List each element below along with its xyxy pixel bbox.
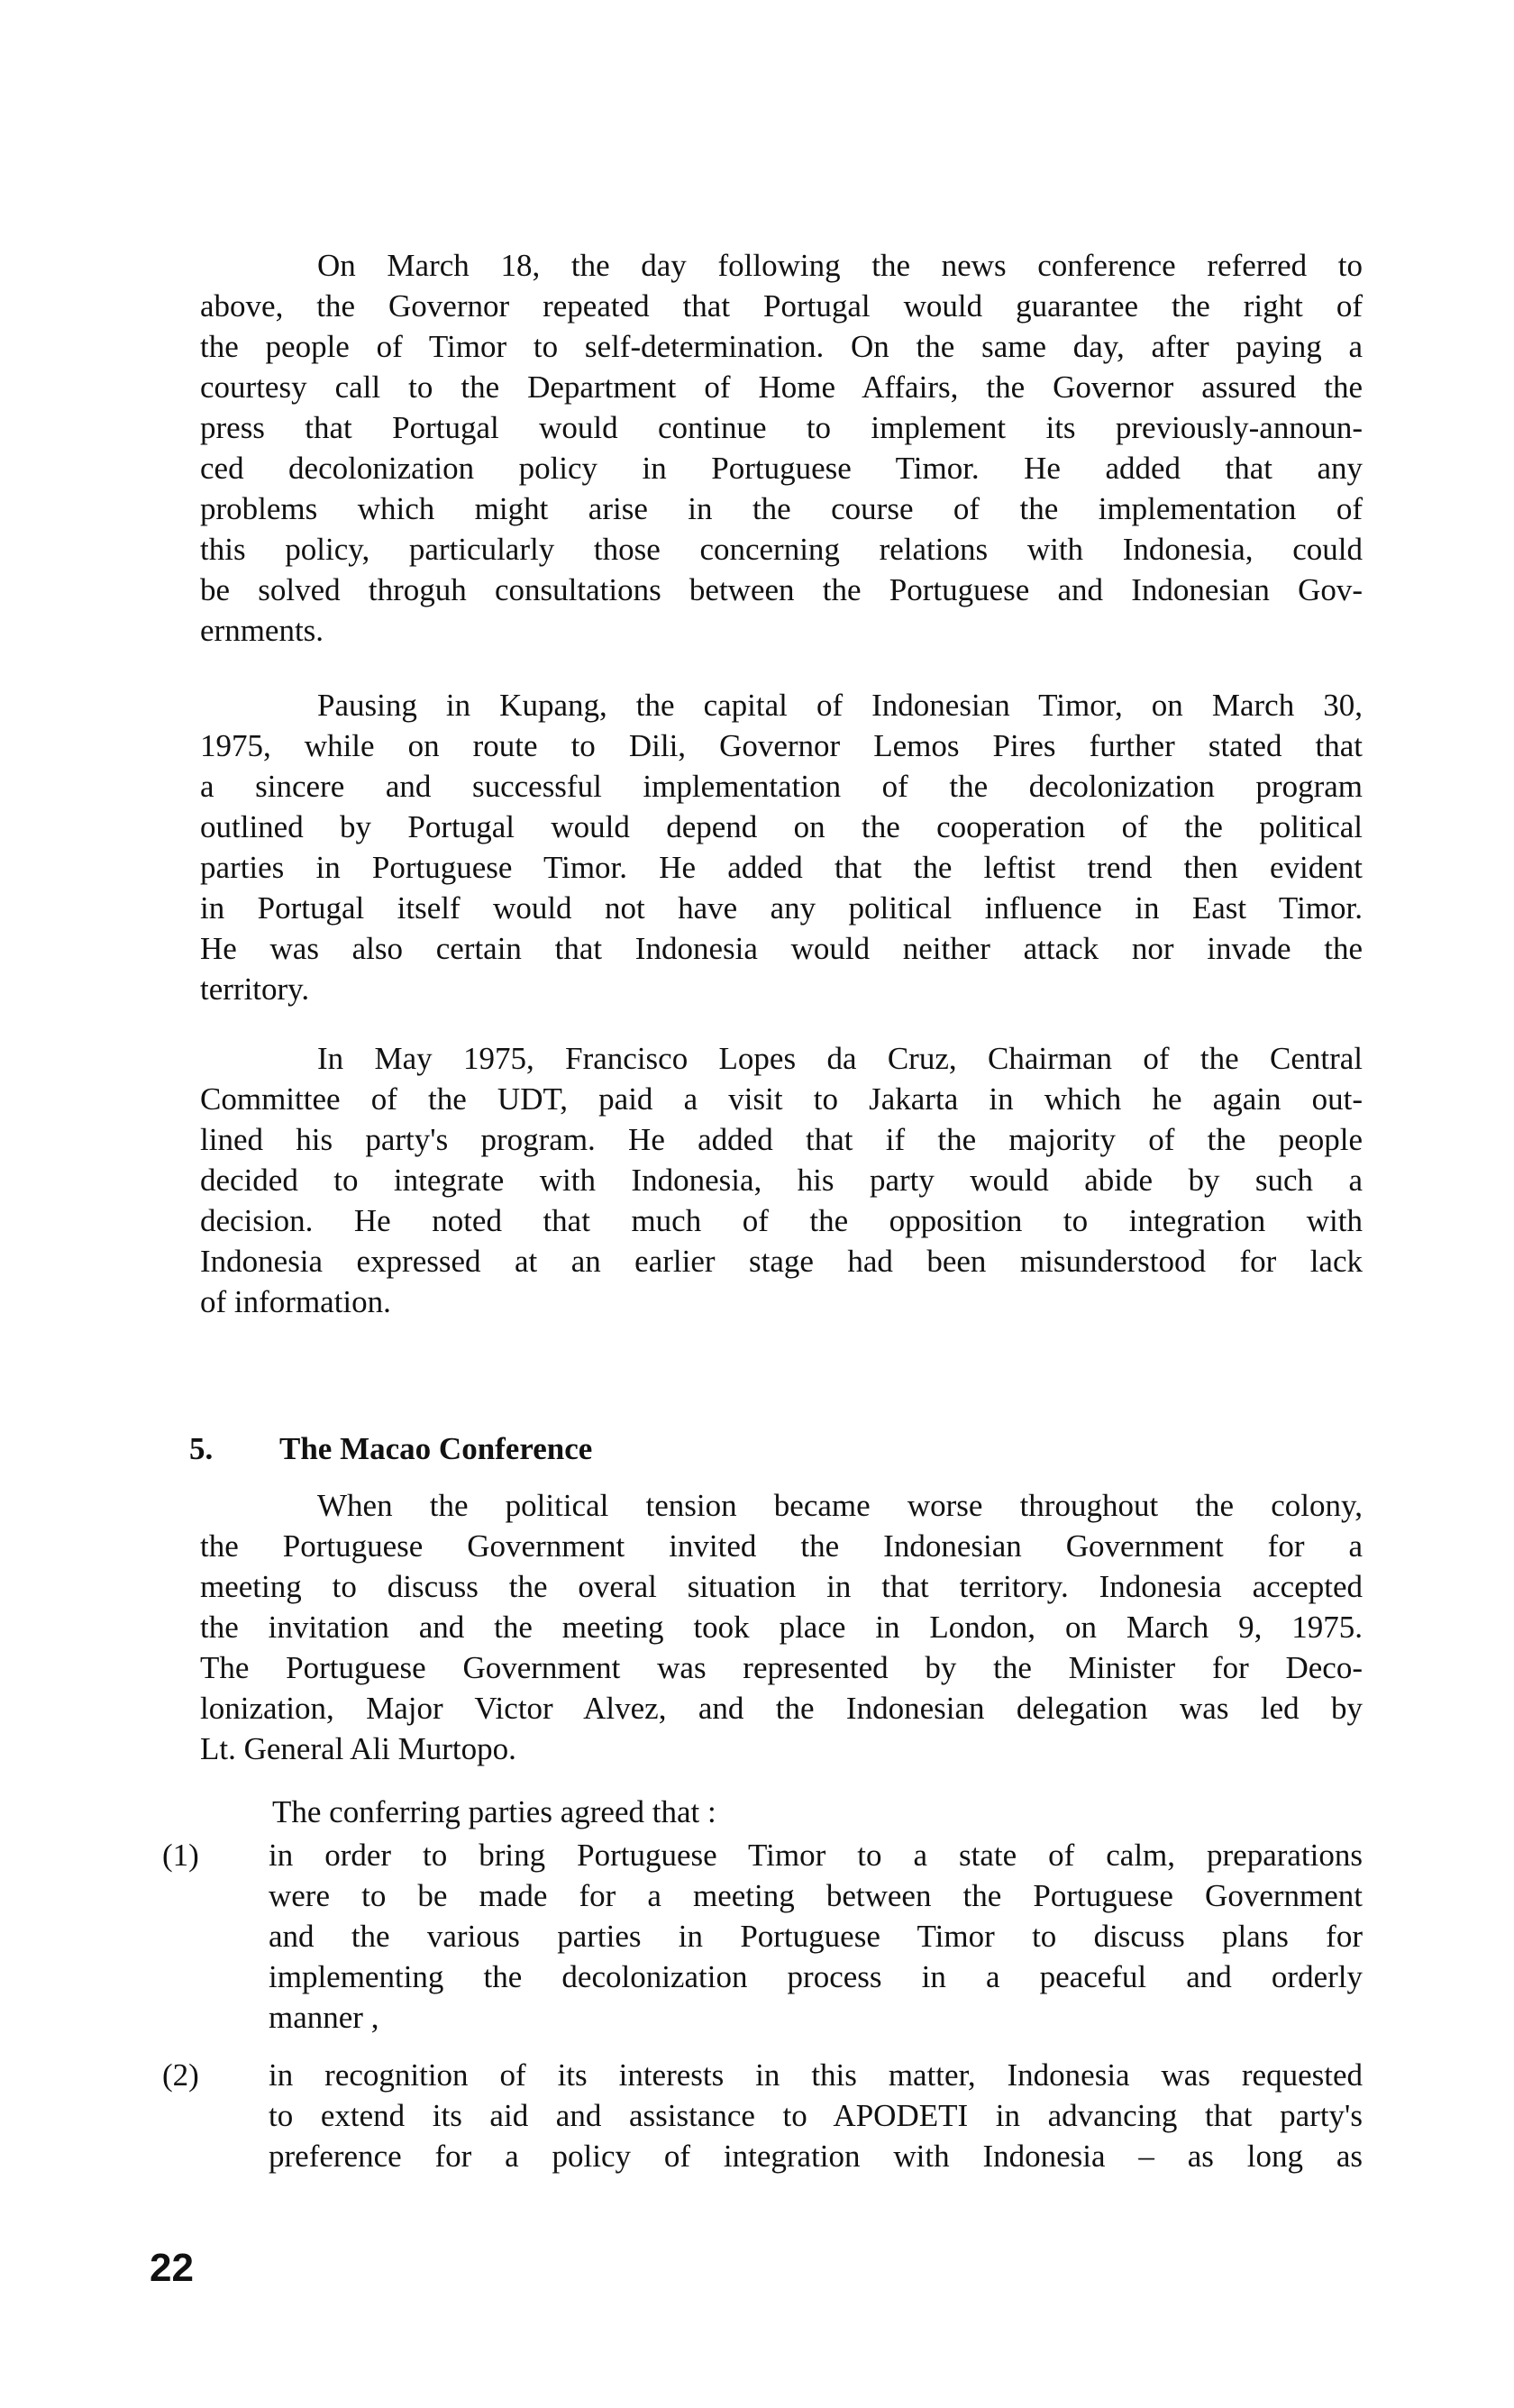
text-line: He was also certain that Indonesia would neither attack nor invade the bbox=[200, 931, 1363, 966]
text-line: in order to bring Portuguese Timor to a state of calm, preparations bbox=[269, 1838, 1363, 1873]
text-line: above, the Governor repeated that Portugal would guarantee the right of bbox=[200, 288, 1363, 324]
text-line: were to be made for a meeting between the Portuguese Government bbox=[269, 1878, 1363, 1913]
text-line: parties in Portuguese Timor. He added that the leftist trend then evident bbox=[200, 850, 1363, 885]
text-line: and the various parties in Portuguese Timor to discuss plans for bbox=[269, 1919, 1363, 1954]
paragraph-kupang bbox=[200, 685, 1363, 1009]
list-marker: (2) bbox=[162, 2057, 199, 2093]
text-line: lonization, Major Victor Alvez, and the Indonesian delegation was led by bbox=[200, 1691, 1363, 1726]
text-line: The Portuguese Government was represented by the Minister for Deco- bbox=[200, 1650, 1363, 1685]
text-line: press that Portugal would continue to implement its previously-announ- bbox=[200, 410, 1363, 445]
text-line: manner , bbox=[269, 2000, 379, 2035]
section-number: 5. bbox=[189, 1431, 214, 1466]
text-line: The conferring parties agreed that : bbox=[272, 1794, 716, 1829]
text-line: the Portuguese Government invited the Indonesian Government for a bbox=[200, 1528, 1363, 1564]
text-line: of information. bbox=[200, 1284, 391, 1319]
text-line: ernments. bbox=[200, 613, 324, 648]
paragraph-may-1975 bbox=[200, 1038, 1363, 1322]
text-line: to extend its aid and assistance to APODETI in advancing that party's bbox=[269, 2098, 1363, 2133]
text-line: a sincere and successful implementation of the decolonization program bbox=[200, 769, 1363, 804]
agreement-intro bbox=[272, 1792, 1354, 1832]
text-line: In May 1975, Francisco Lopes da Cruz, Chairman of the Central bbox=[317, 1041, 1363, 1076]
text-line: Committee of the UDT, paid a visit to Jakarta in which he again out- bbox=[200, 1081, 1363, 1117]
section-title: The Macao Conference bbox=[279, 1431, 593, 1466]
text-line: in Portugal itself would not have any political influence in East Timor. bbox=[200, 890, 1363, 926]
text-line: Indonesia expressed at an earlier stage had been misunderstood for lack bbox=[200, 1244, 1363, 1279]
paragraph-march-18 bbox=[200, 245, 1363, 651]
page-number: 22 bbox=[150, 2246, 194, 2290]
text-line: lined his party's program. He added that if the majority of the people bbox=[200, 1122, 1363, 1157]
text-line: 1975, while on route to Dili, Governor Lemos Pires further stated that bbox=[200, 728, 1363, 763]
text-line: courtesy call to the Department of Home Affairs, the Governor assured the bbox=[200, 369, 1363, 405]
text-line: be solved throguh consultations between the Portuguese and Indonesian Gov- bbox=[200, 572, 1363, 607]
section-heading bbox=[189, 1431, 592, 1467]
text-line: outlined by Portugal would depend on the cooperation of the political bbox=[200, 809, 1363, 844]
text-line: Lt. General Ali Murtopo. bbox=[200, 1731, 516, 1766]
text-line: problems which might arise in the course of the implementation of bbox=[200, 491, 1363, 526]
text-line: On March 18, the day following the news conference referred to bbox=[317, 248, 1363, 283]
text-line: preference for a policy of integration with Indonesia – as long as bbox=[269, 2139, 1363, 2174]
list-marker: (1) bbox=[162, 1838, 199, 1873]
text-line: this policy, particularly those concerning relations with Indonesia, could bbox=[200, 532, 1363, 567]
text-line: the invitation and the meeting took place in London, on March 9, 1975. bbox=[200, 1610, 1363, 1645]
text-line: in recognition of its interests in this matter, Indonesia was requested bbox=[269, 2057, 1363, 2093]
text-line: meeting to discuss the overal situation in that territory. Indonesia accepted bbox=[200, 1569, 1363, 1604]
text-line: the people of Timor to self-determination. On the same day, after paying a bbox=[200, 329, 1363, 364]
list-item-body bbox=[269, 2055, 1363, 2176]
text-line: territory. bbox=[200, 971, 310, 1007]
text-line: decision. He noted that much of the opposition to integration with bbox=[200, 1203, 1363, 1238]
text-line: decided to integrate with Indonesia, his party would abide by such a bbox=[200, 1163, 1363, 1198]
list-item-body bbox=[269, 1835, 1363, 2038]
paragraph-macao bbox=[200, 1485, 1363, 1769]
text-line: When the political tension became worse throughout the colony, bbox=[317, 1488, 1363, 1523]
text-line: ced decolonization policy in Portuguese Timor. He added that any bbox=[200, 451, 1363, 486]
text-line: Pausing in Kupang, the capital of Indonesian Timor, on March 30, bbox=[317, 688, 1363, 723]
text-line: implementing the decolonization process in a peaceful and orderly bbox=[269, 1959, 1363, 1994]
